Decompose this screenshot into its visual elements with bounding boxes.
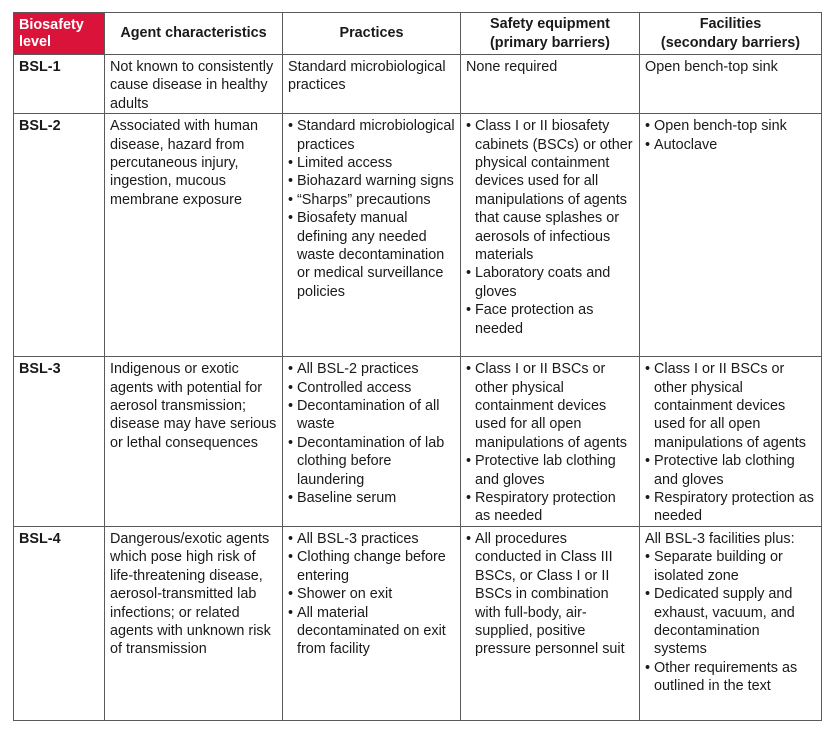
list-item: • Class I or II BSCs or other physical containment devices used for all open manipulations of agents: [466, 360, 634, 452]
header-agent-characteristics: Agent characteristics: [105, 13, 283, 55]
list-item: • Autoclave: [645, 136, 816, 154]
facilities-cell: [640, 526, 822, 720]
list-item: • Laboratory coats and gloves: [466, 264, 634, 301]
list-item: • Clothing change before entering: [288, 548, 455, 585]
practices-list: [288, 117, 455, 301]
list-item: • Biohazard warning signs: [288, 172, 455, 190]
list-item: • Open bench-top sink: [645, 117, 816, 135]
biosafety-levels-table: [13, 12, 822, 721]
facilities-cell: Open bench-top sink: [640, 55, 822, 114]
agent-cell: Indigenous or exotic agents with potential for aerosol transmission; disease may have serious or lethal consequences: [105, 357, 283, 527]
header-safety-equipment: [461, 13, 640, 55]
list-item: • Separate building or isolated zone: [645, 548, 816, 585]
table-row-bsl-1: [14, 55, 822, 114]
table-row-bsl-2: [14, 114, 822, 357]
facilities-list: [645, 360, 816, 526]
equipment-cell: None required: [461, 55, 640, 114]
equipment-list: [466, 530, 634, 659]
level-cell: BSL-4: [14, 526, 105, 720]
equipment-cell: [461, 357, 640, 527]
agent-cell: Dangerous/exotic agents which pose high risk of life-threatening disease, aerosol-transmitted lab infections; or related agents with unknown risk of transmission: [105, 526, 283, 720]
level-cell: BSL-3: [14, 357, 105, 527]
level-cell: BSL-1: [14, 55, 105, 114]
practices-cell: [283, 357, 461, 527]
table-header-row: [14, 13, 822, 55]
practices-list: [288, 360, 455, 507]
list-item: • Protective lab clothing and gloves: [466, 452, 634, 489]
practices-cell: [283, 114, 461, 357]
facilities-cell: [640, 357, 822, 527]
practices-cell: Standard microbiological practices: [283, 55, 461, 114]
list-item: • All material decontaminated on exit from facility: [288, 604, 455, 659]
practices-list: [288, 530, 455, 659]
facilities-list: [645, 548, 816, 695]
header-safety-equipment-line1: Safety equipment: [490, 16, 610, 33]
equipment-list: [466, 117, 634, 338]
list-item: • All procedures conducted in Class III BSCs, or Class I or II BSCs in combination with full-body, air-supplied, positive pressure personnel suit: [466, 530, 634, 659]
header-facilities-line2: (secondary barriers): [660, 34, 801, 51]
header-safety-equipment-line2: (primary barriers): [490, 34, 610, 51]
level-cell: BSL-2: [14, 114, 105, 357]
agent-cell: Not known to consistently cause disease in healthy adults: [105, 55, 283, 114]
header-practices: Practices: [283, 13, 461, 55]
equipment-list: [466, 360, 634, 526]
facilities-cell: [640, 114, 822, 357]
list-item: • Face protection as needed: [466, 301, 634, 338]
list-item: • “Sharps” precautions: [288, 191, 455, 209]
list-item: • Baseline serum: [288, 489, 455, 507]
table-row-bsl-3: [14, 357, 822, 527]
list-item: • Standard microbiological practices: [288, 117, 455, 154]
list-item: • Class I or II biosafety cabinets (BSCs) or other physical containment devices used for all manipulations of agents that cause splashes or aerosols of infectious materials: [466, 117, 634, 264]
list-item: • Dedicated supply and exhaust, vacuum, and decontamination systems: [645, 585, 816, 659]
list-item: • Biosafety manual defining any needed waste decontamination or medical surveillance policies: [288, 209, 455, 301]
header-facilities-line1: Facilities: [699, 16, 762, 33]
list-item: • Respiratory protection as needed: [466, 489, 634, 526]
facilities-list: [645, 117, 816, 154]
list-item: • Protective lab clothing and gloves: [645, 452, 816, 489]
list-item: • All BSL-2 practices: [288, 360, 455, 378]
list-item: • Shower on exit: [288, 585, 455, 603]
list-item: • Controlled access: [288, 379, 455, 397]
equipment-cell: [461, 114, 640, 357]
list-item: • Other requirements as outlined in the text: [645, 659, 816, 696]
equipment-cell: [461, 526, 640, 720]
facilities-intro: All BSL-3 facilities plus:: [645, 530, 795, 547]
list-item: • Respiratory protection as needed: [645, 489, 816, 526]
list-item: • Decontamination of all waste: [288, 397, 455, 434]
list-item: • Class I or II BSCs or other physical containment devices used for all open manipulations of agents: [645, 360, 816, 452]
list-item: • Limited access: [288, 154, 455, 172]
agent-cell: Associated with human disease, hazard from percutaneous injury, ingestion, mucous membrane exposure: [105, 114, 283, 357]
list-item: • All BSL-3 practices: [288, 530, 455, 548]
header-biosafety-level: Biosafety level: [14, 13, 105, 55]
header-facilities: [640, 13, 822, 55]
list-item: • Decontamination of lab clothing before laundering: [288, 434, 455, 489]
table-row-bsl-4: [14, 526, 822, 720]
practices-cell: [283, 526, 461, 720]
